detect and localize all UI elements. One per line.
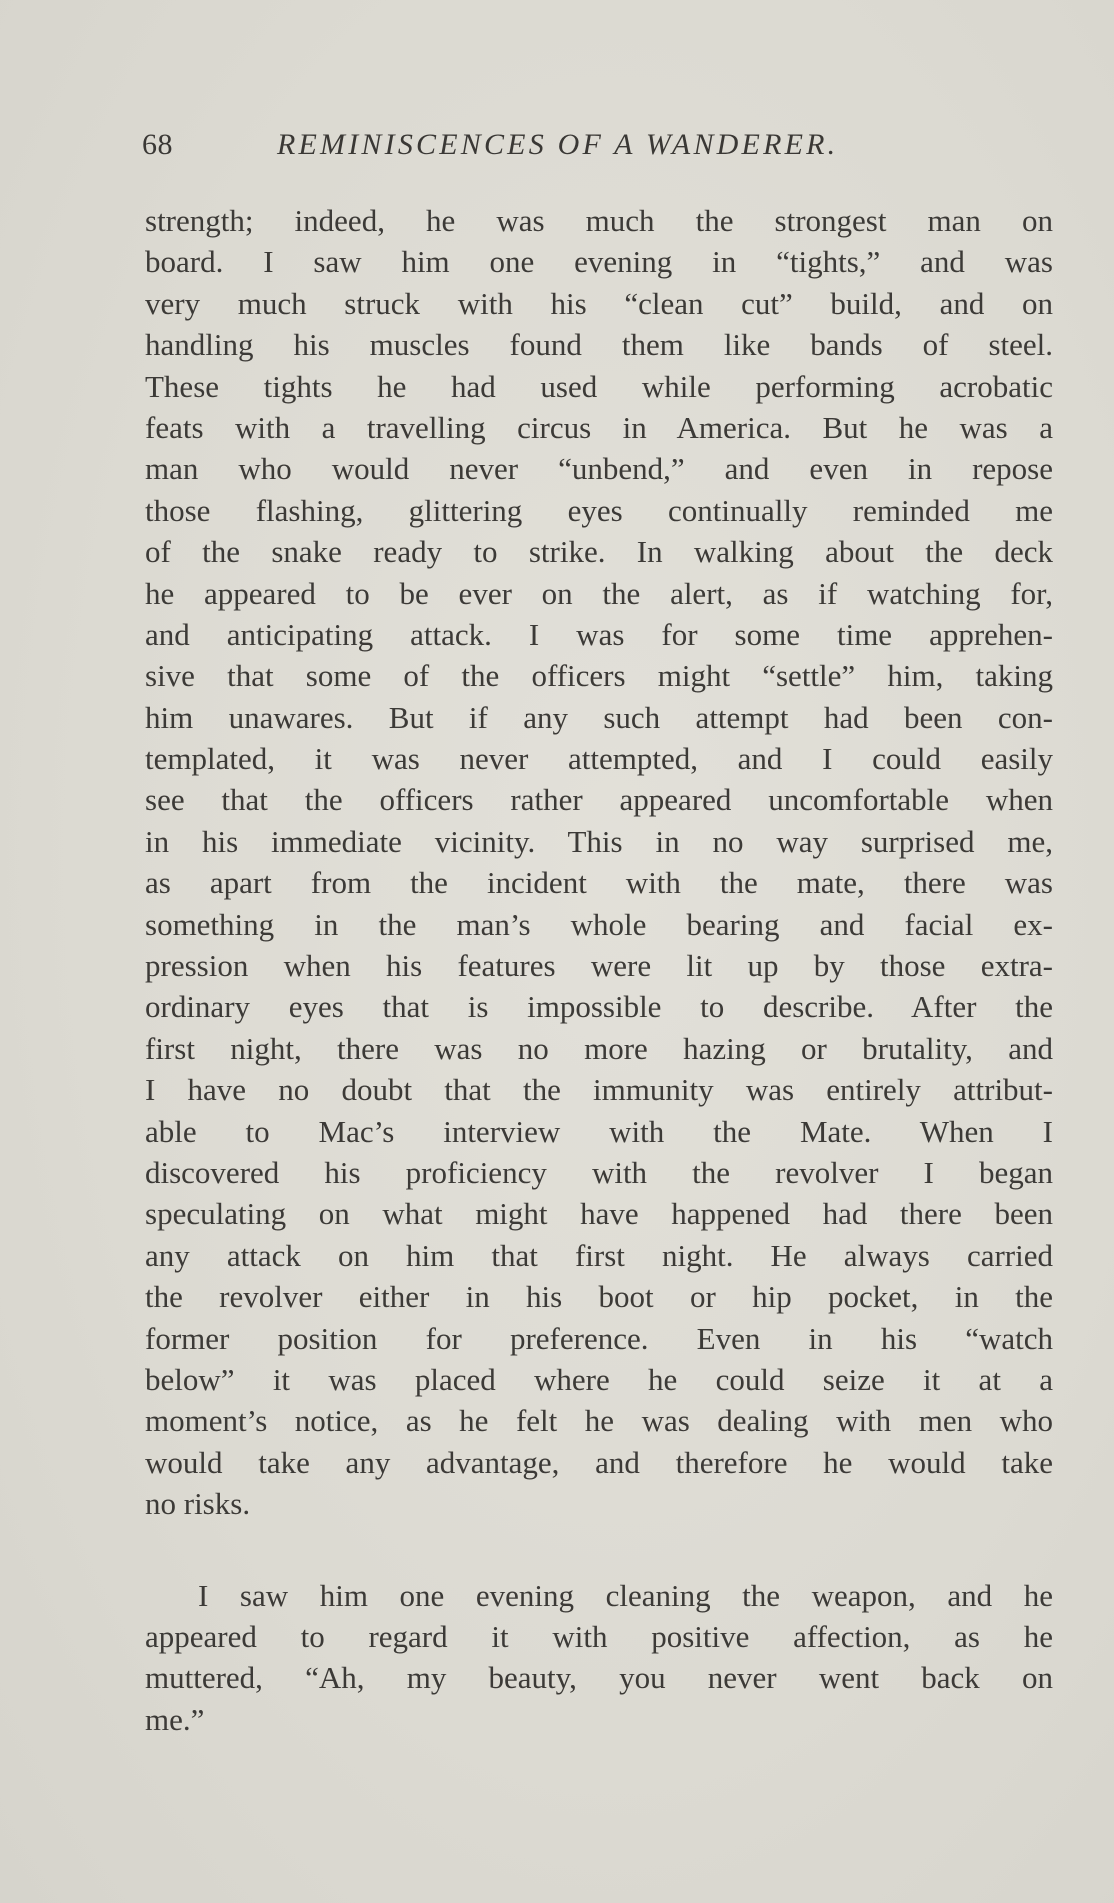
text-line: of the snake ready to strike. In walking about the deck	[145, 534, 1053, 570]
text-line: something in the man’s whole bearing and facial ex-	[145, 906, 1053, 942]
text-line: former position for preference. Even in his “watch	[145, 1320, 1053, 1356]
running-head	[142, 128, 954, 168]
text-line: feats with a travelling circus in America. But he was a	[145, 409, 1053, 445]
page-number: 68	[142, 128, 173, 161]
text-line: he appeared to be ever on the alert, as if watching for,	[145, 575, 1053, 611]
text-line: templated, it was never attempted, and I could easily	[145, 741, 1053, 777]
text-line: pression when his features were lit up by those extra-	[145, 948, 1053, 984]
paragraph-gap	[145, 1525, 1053, 1575]
text-line: board. I saw him one evening in “tights,” and was	[145, 244, 1053, 280]
text-line: and anticipating attack. I was for some time apprehen-	[145, 616, 1053, 652]
text-line: those flashing, glittering eyes continually reminded me	[145, 492, 1053, 528]
paragraph-2	[145, 1575, 1053, 1741]
text-line: speculating on what might have happened had there been	[145, 1196, 1053, 1232]
text-line: man who would never “unbend,” and even in repose	[145, 451, 1053, 487]
text-line: These tights he had used while performing acrobatic	[145, 368, 1053, 404]
text-line: me.”	[145, 1701, 205, 1737]
text-line: in his immediate vicinity. This in no way surprised me,	[145, 823, 1053, 859]
text-line: appeared to regard it with positive affection, as he	[145, 1618, 1053, 1654]
text-line: I saw him one evening cleaning the weapon, and he	[198, 1577, 1053, 1613]
text-line: moment’s notice, as he felt he was dealing with men who	[145, 1403, 1053, 1439]
text-line: ordinary eyes that is impossible to describe. After the	[145, 989, 1053, 1025]
text-line: any attack on him that first night. He always carried	[145, 1237, 1053, 1273]
text-line: first night, there was no more hazing or brutality, and	[145, 1030, 1053, 1066]
text-line: able to Mac’s interview with the Mate. When I	[145, 1113, 1053, 1149]
text-line: handling his muscles found them like bands of steel.	[145, 327, 1053, 363]
running-title: REMINISCENCES OF A WANDERER.	[277, 128, 839, 161]
text-line: the revolver either in his boot or hip pocket, in the	[145, 1279, 1053, 1315]
text-line: discovered his proficiency with the revolver I began	[145, 1154, 1053, 1190]
text-line: no risks.	[145, 1486, 251, 1522]
text-line: sive that some of the officers might “settle” him, taking	[145, 658, 1053, 694]
text-line: muttered, “Ah, my beauty, you never went back on	[145, 1660, 1053, 1696]
text-line: as apart from the incident with the mate, there was	[145, 865, 1053, 901]
text-line: would take any advantage, and therefore he would take	[145, 1444, 1053, 1480]
body-text	[145, 200, 1053, 1740]
text-line: I have no doubt that the immunity was entirely attribut-	[145, 1072, 1053, 1108]
text-line: strength; indeed, he was much the strongest man on	[145, 203, 1053, 238]
text-line: him unawares. But if any such attempt had been con-	[145, 699, 1053, 735]
paragraph-1	[145, 200, 1053, 1525]
text-line: see that the officers rather appeared uncomfortable when	[145, 782, 1053, 818]
text-line: very much struck with his “clean cut” build, and on	[145, 285, 1053, 321]
text-line: below” it was placed where he could seize it at a	[145, 1361, 1053, 1397]
